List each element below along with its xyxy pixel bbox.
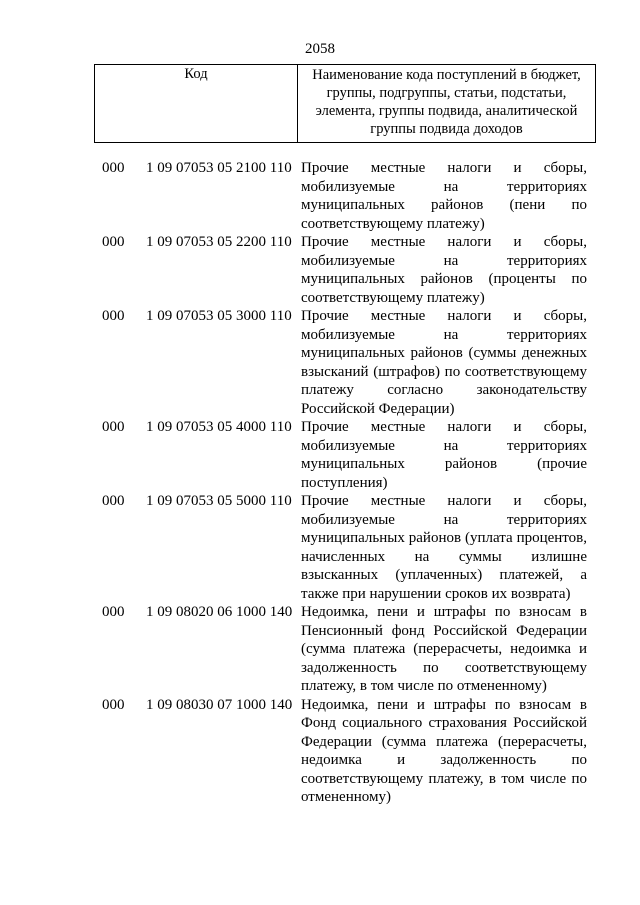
header-code-column: Код	[95, 65, 298, 142]
row-name: Прочие местные налоги и сборы, мобилизуемые на территориях муниципальных районов (проценты по соответствующему платежу)	[301, 234, 587, 306]
table-row	[0, 307, 640, 418]
row-name: Прочие местные налоги и сборы, мобилизуемые на территориях муниципальных районов (уплата процентов, начисленных на суммы излишне взысканных (уплаченных) платежей, а также при нарушении сроков их возврата)	[301, 493, 587, 602]
row-prefix: 000	[102, 493, 125, 509]
table-header	[94, 64, 596, 143]
row-code: 1 09 07053 05 2100 110	[146, 160, 292, 176]
row-code: 1 09 08030 07 1000 140	[146, 696, 293, 713]
income-code-list	[0, 159, 640, 807]
row-name: Прочие местные налоги и сборы, мобилизуемые на территориях муниципальных районов (пени по соответствующему платежу)	[301, 160, 587, 232]
row-code: 1 09 07053 05 4000 110	[146, 419, 292, 435]
row-prefix: 000	[102, 419, 125, 435]
row-code: 1 09 07053 05 5000 110	[146, 493, 292, 509]
row-code: 1 09 07053 05 3000 110	[146, 308, 292, 324]
table-row	[0, 233, 640, 307]
row-name: Недоимка, пени и штрафы по взносам в Фонд социального страхования Российской Федерации (сумма платежа (перерасчеты, недоимка и задолженность по соответствующему платежу, в том числе по отмененному)	[301, 696, 587, 805]
row-prefix: 000	[102, 160, 125, 176]
row-prefix: 000	[102, 604, 125, 620]
row-prefix: 000	[102, 308, 125, 324]
table-row	[0, 696, 640, 807]
row-prefix: 000	[102, 696, 125, 713]
table-row	[0, 603, 640, 696]
row-code: 1 09 08020 06 1000 140	[146, 604, 293, 620]
page-number: 2058	[305, 41, 335, 57]
header-name-column: Наименование кода поступлений в бюджет, группы, подгруппы, статьи, подстатьи, элемента, группы подвида, аналитической группы подвида доходов	[312, 67, 581, 137]
row-code: 1 09 07053 05 2200 110	[146, 234, 292, 250]
row-name: Прочие местные налоги и сборы, мобилизуемые на территориях муниципальных районов (прочие поступления)	[301, 419, 587, 491]
row-name: Прочие местные налоги и сборы, мобилизуемые на территориях муниципальных районов (суммы денежных взысканий (штрафов) по соответствующему платежу согласно законодательству Российской Федерации)	[301, 308, 587, 417]
row-name: Недоимка, пени и штрафы по взносам в Пенсионный фонд Российской Федерации (сумма платежа (перерасчеты, недоимка и задолженность по соответствующему платежу, в том числе по отмененному)	[301, 604, 587, 694]
table-row	[0, 418, 640, 492]
table-row	[0, 492, 640, 603]
row-prefix: 000	[102, 234, 125, 250]
table-row	[0, 159, 640, 233]
